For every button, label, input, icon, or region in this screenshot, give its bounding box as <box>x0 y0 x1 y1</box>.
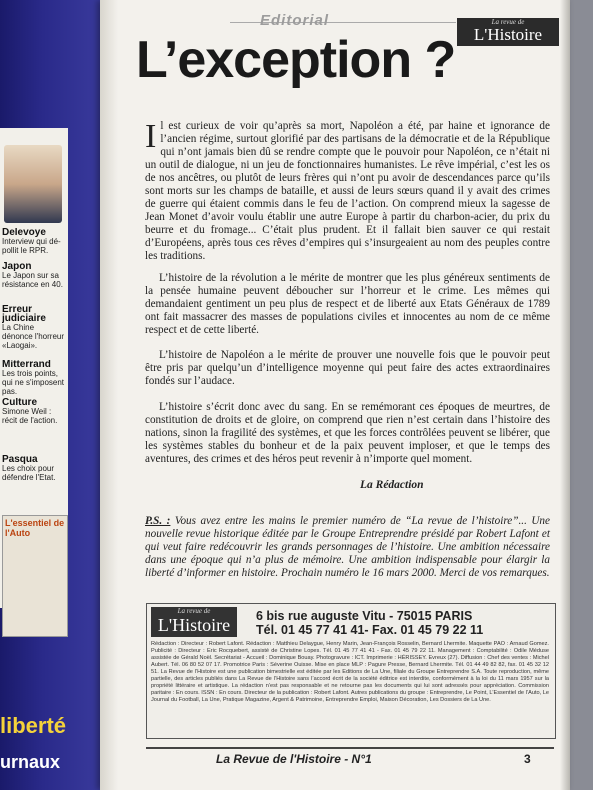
cover-headline-journaux: urnaux <box>0 752 61 772</box>
cover-portrait-photo <box>4 145 62 223</box>
cover-snippet: Pasqua Les choix pour défendre l'Etat. <box>2 455 56 482</box>
masthead-credits: Rédaction : Directeur : Robert Lafont. Rédaction : Matthieu Delaygue, Henry Marin, Jean-François Rosselin, Bernard Lhermite. Maquette PAO : Arnaud Gomez. Publicité : Directeur : Eric Rocquebert, assisté de Christine Lopes. Tél. 01 45 77 41 41 - Fax. 01 45 79 22 11. Management : Comptabilité : Odile Méduse assistée de Gérald Noël. Secrétariat - Accueil : Dominique Bouay. Photogravure : ICT. Imprimerie : HÉRISSEY. Evreux (27). Diffusion : Chef des ventes : Michel Aubert. Tél. 06 80 52 07 17. Promotrice Paris : Séverine Ouisse. Mise en place MLP : Pagure Presse, Bernard Lhermite. Tél. 01 44 49 82 82, fax. 01 45 32 12 51. La Revue de l’Histoire est une publication bimestrielle est éditée par les Editions de La Une, filiale du Groupe Entreprendre S.A. Toute reproduction, même partielle, des articles publiés dans La Revue de l’Histoire sans l’accord écrit de la société éditrice est interdite, conformément à la loi du 11 mars 1957 sur la propriété littéraire et artistique. La rédaction n’est pas responsable et ne retourne pas les documents qui lui sont adressés pour appréciation. Commission paritaire : En cours. ISSN : En cours. Directeur de la publication : Robert Lafont. Autres publications du groupe : Entreprendre, Le Point, L’Essentiel de l’Auto, Le Journal du Football, La Une, Pratique Magazine, Argent & Patrimoine, Entreprendre Emploi, Maison Décoration, Les Dossiers de La Une. <box>151 641 549 703</box>
logo-subtitle: La revue de <box>491 18 525 26</box>
section-label: Editorial <box>260 12 330 29</box>
page-title: L’exception ? <box>136 31 456 89</box>
drop-cap: I <box>145 118 157 155</box>
magazine-logo <box>457 18 559 46</box>
publisher-address: 6 bis rue auguste Vitu - 75015 PARIS <box>256 609 473 623</box>
cover-headline-liberte: liberté <box>0 713 67 738</box>
cover-auto-insert: L'essentiel de l'Auto <box>2 515 68 637</box>
masthead-logo-subtitle: La revue de <box>177 607 211 615</box>
footer-title: La Revue de l'Histoire - N°1 <box>216 752 372 766</box>
paragraph-4: L’histoire s’écrit donc avec du sang. En se remémorant ces époques de meurtres, de constitution de droits et de gloire, on comprend que rien n’est certain dans l’histoire des nations, sinon la fragilité des systèmes, et que les forces contrôlées peuvent se libérer, que les systèmes stables du bonheur et de la paix peuvent imploser, et que le temps des aventures, des crimes et des héros peut revenir à n’importe quel moment. <box>145 401 550 465</box>
page-edge <box>560 0 570 790</box>
page-gutter <box>100 0 118 790</box>
paragraph-2: L’histoire de la révolution a le mérite de montrer que les plus généreux sentiments de la pensée humaine peuvent déboucher sur l’horreur et le crime. Les mêmes qui demandaient gentiment un peu plus de respect et de liberté aux Etats Généraux de 1789 ont fait massacrer des masses de populations civiles et innocentes au nom de ce même respect et de cette liberté. <box>145 272 550 336</box>
postscript <box>145 515 550 580</box>
publisher-phone: Tél. 01 45 77 41 41- Fax. 01 45 79 22 11 <box>256 623 484 637</box>
postscript-label: P.S. : <box>145 515 171 527</box>
cover-snippet: Delevoye Interview qui dé- pollit le RPR. <box>2 228 61 255</box>
page-number: 3 <box>524 752 531 766</box>
cover-snippet: Japon Le Japon sur sa résistance en 40. <box>2 262 63 289</box>
cover-snippet: Erreur judiciaire La Chine dénonce l'horreur «Laogai». <box>2 305 65 350</box>
cover-snippet: Culture Simone Weil : récit de l'action. <box>2 398 58 425</box>
postscript-text: Vous avez entre les mains le premier numéro de “La revue de l’histoire”... Une nouvelle revue historique éditée par le Groupe Entreprendre présidé par Robert Lafont et qui veut faire redécouvrir les grands personnages de l’histoire. Une ambition nécessaire dans une époque qui n’a plus de mémoire. Une ambition indispensable pour élargir la liberté d’informer en histoire. Prochain numéro le 16 mars 2000. Merci de vos remarques. <box>145 515 550 579</box>
masthead-logo <box>151 607 237 637</box>
footer-rule <box>146 747 554 749</box>
masthead-logo-title: L'Histoire <box>157 615 231 635</box>
paragraph-1 <box>145 120 550 263</box>
paragraph-3: L’histoire de Napoléon a le mérite de prouver une nouvelle fois que le pouvoir peut être pris par quelqu’un d’intelligence moyenne qui peut faire des actes extraordinaires fondés sur l’audace. <box>145 349 550 387</box>
cover-snippet: Mitterrand Les trois points, qui ne s'imposent pas. <box>2 360 65 396</box>
paragraph-1-text: l est curieux de voir qu’après sa mort, Napoléon a été, par haine et ignorance de l’ancien régime, surtout glorifié par des partisans de la démocratie et de la République qui n’ont jamais bien dû se rendre compte que le pouvoir pour Napoléon, ce n’était ni un outil de dialogue, ni un jeu de fonctionnaires humanistes. Le rêve impérial, c’est les os de nos ancêtres, ou plutôt de leurs frères qui n’ont pu avoir de descendances parce qu’ils sont morts sur les champs de bataille, et aussi de leurs sœurs quand il y avait des crimes de guerre qui étaient commis dans le feu de l’action. On comprend mieux la sagesse de Jean Monet d’avoir voulu établir une autre Europe à partir du charbon-acier, du prix du beurre et du fromage... C’était plus prudent. Et il fallait bien sauver ce qui restait d’Européens, après tous ces rêves d’empires qui s’insurgeaient au nom des peuples contre les traditions. <box>145 120 550 262</box>
signature: La Rédaction <box>360 479 424 491</box>
logo-title: L'Histoire <box>473 25 543 44</box>
